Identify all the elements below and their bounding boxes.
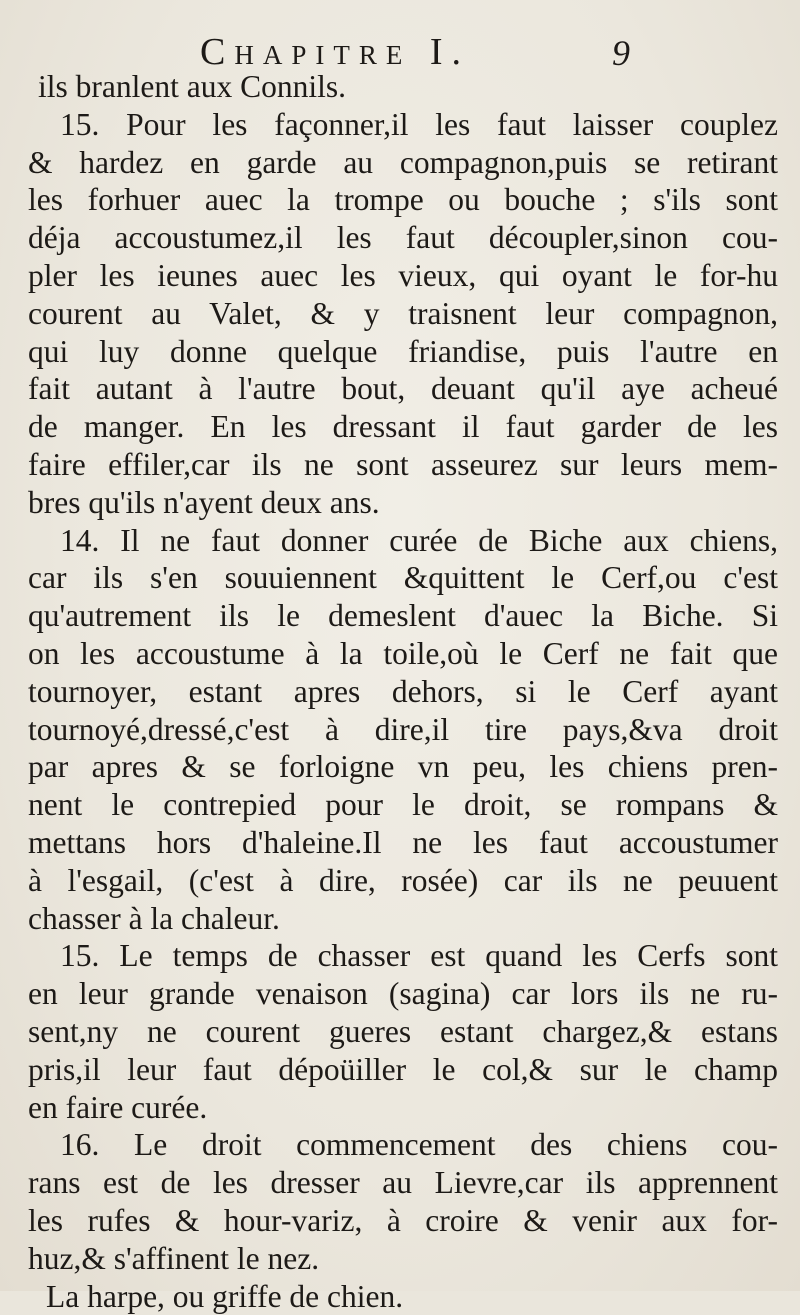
paragraph-14-start: 14. Il ne faut donner curée de Biche aux chiens, bbox=[28, 522, 778, 560]
text-line: rans est de les dresser au Lievre,car ils apprennent bbox=[28, 1164, 778, 1202]
text-line: on les accoustume à la toile,où le Cerf ne fait que bbox=[28, 635, 778, 673]
text-line: déja accoustumez,il les faut découpler,sinon cou- bbox=[28, 219, 778, 257]
text-line: & hardez en garde au compagnon,puis se retirant bbox=[28, 144, 778, 182]
text-line: pris,il leur faut dépoüiller le col,& sur le champ bbox=[28, 1051, 778, 1089]
text-line: fait autant à l'autre bout, deuant qu'il aye acheué bbox=[28, 370, 778, 408]
text-line: qui luy donne quelque friandise, puis l'autre en bbox=[28, 333, 778, 371]
text-line: courent au Valet, & y traisnent leur compagnon, bbox=[28, 295, 778, 333]
chapter-title: Chapitre I. bbox=[200, 30, 470, 74]
text-line: qu'autrement ils le demeslent d'auec la Biche. Si bbox=[28, 597, 778, 635]
text-line: par apres & se forloigne vn peu, les chiens pren- bbox=[28, 748, 778, 786]
text-line: ils branlent aux Connils. bbox=[28, 68, 778, 106]
text-line: chasser à la chaleur. bbox=[28, 900, 778, 938]
text-line: nent le contrepied pour le droit, se rompans & bbox=[28, 786, 778, 824]
paragraph-15-start: 15. Pour les façonner,il les faut laisser couplez bbox=[28, 106, 778, 144]
text-line: les forhuer auec la trompe ou bouche ; s'ils sont bbox=[28, 181, 778, 219]
text-line: pler les ieunes auec les vieux, qui oyant le for-hu bbox=[28, 257, 778, 295]
paragraph-15b-start: 15. Le temps de chasser est quand les Cerfs sont bbox=[28, 937, 778, 975]
text-line: bres qu'ils n'ayent deux ans. bbox=[28, 484, 778, 522]
text-line: huz,& s'affinent le nez. bbox=[28, 1240, 778, 1278]
text-line: en faire curée. bbox=[28, 1089, 778, 1127]
text-line: de manger. En les dressant il faut garder de les bbox=[28, 408, 778, 446]
text-line: les rufes & hour-variz, à croire & venir aux for- bbox=[28, 1202, 778, 1240]
text-line: en leur grande venaison (sagina) car lors ils ne ru- bbox=[28, 975, 778, 1013]
text-line: mettans hors d'haleine.Il ne les faut accoustumer bbox=[28, 824, 778, 862]
text-line: sent,ny ne courent gueres estant chargez,& estans bbox=[28, 1013, 778, 1051]
text-line: faire effiler,car ils ne sont asseurez sur leurs mem- bbox=[28, 446, 778, 484]
text-line: à l'esgail, (c'est à dire, rosée) car ils ne peuuent bbox=[28, 862, 778, 900]
paragraph-16-start: 16. Le droit commencement des chiens cou- bbox=[28, 1126, 778, 1164]
text-line: tournoyer, estant apres dehors, si le Cerf ayant bbox=[28, 673, 778, 711]
text-line: tournoyé,dressé,c'est à dire,il tire pays,&va droit bbox=[28, 711, 778, 749]
figure-caption: La harpe, ou griffe de chien. bbox=[28, 1278, 778, 1315]
text-line: car ils s'en souuiennent &quittent le Cerf,ou c'est bbox=[28, 559, 778, 597]
page-number: 9 bbox=[612, 32, 630, 74]
body-text bbox=[28, 68, 778, 1315]
